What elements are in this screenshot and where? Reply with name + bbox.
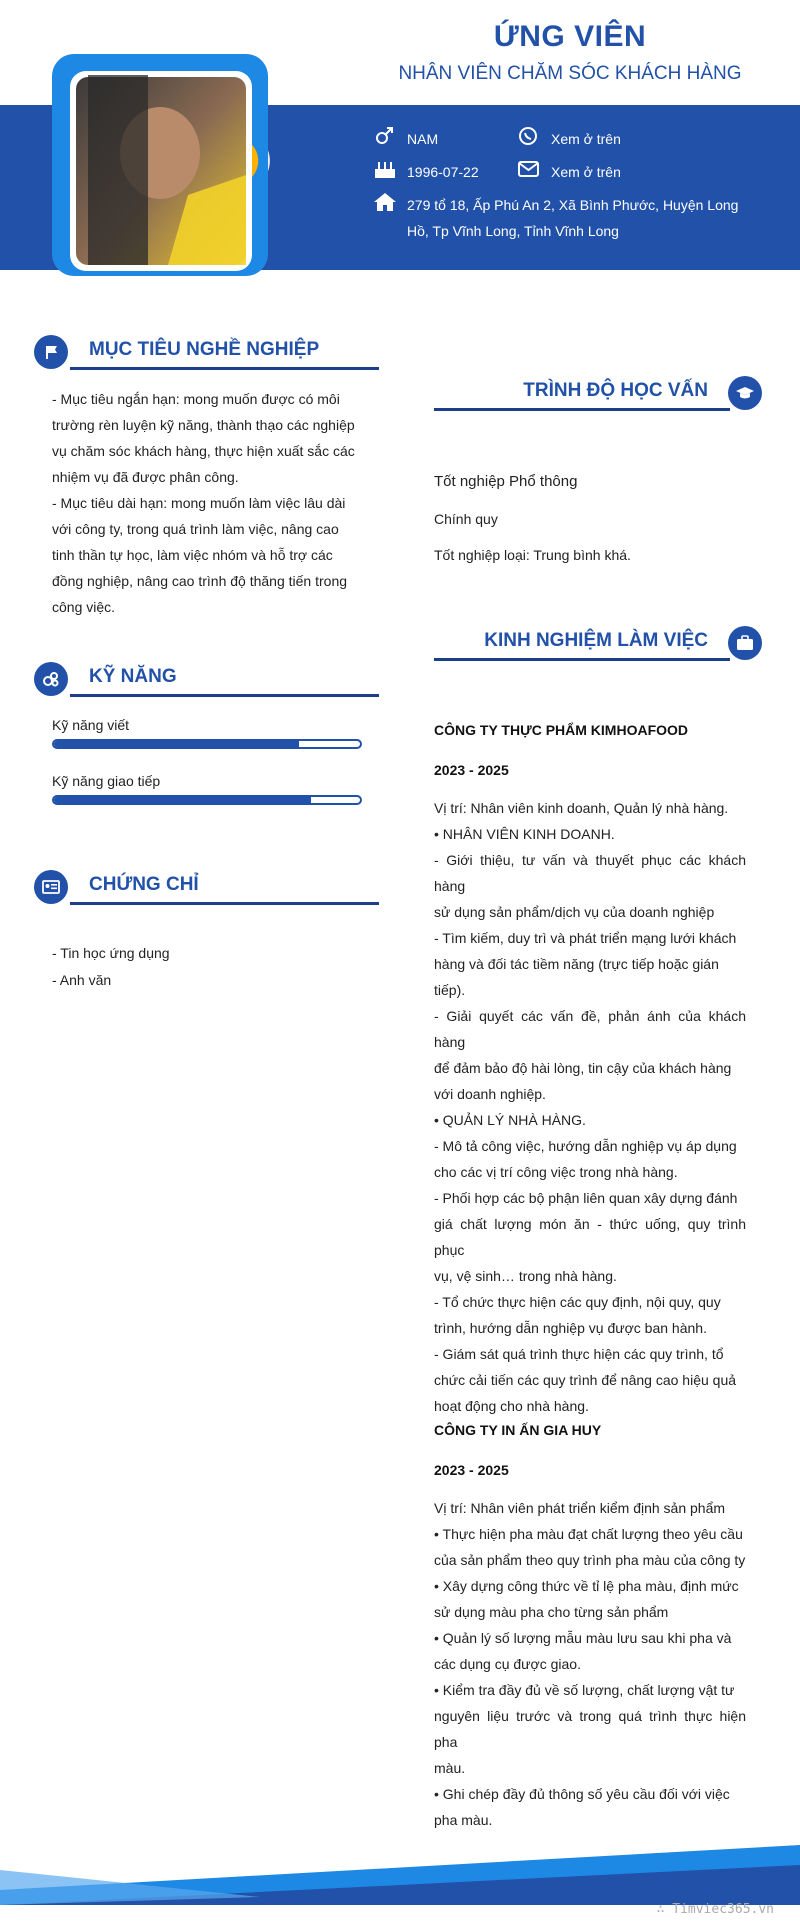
job-line: vụ, vệ sinh… trong nhà hàng.: [434, 1268, 617, 1284]
address-line-1: 279 tổ 18, Ấp Phú An 2, Xã Bình Phước, Huyện Long: [407, 197, 739, 213]
education-title: TRÌNH ĐỘ HỌC VẤN: [523, 380, 708, 401]
skill-bar-fill: [54, 741, 299, 747]
phone-icon: [517, 126, 541, 146]
job-line: pha màu.: [434, 1812, 493, 1828]
education-grade: Tốt nghiệp loại: Trung bình khá.: [434, 547, 631, 563]
skills-cogs-icon: [34, 662, 68, 696]
flag-icon: [34, 335, 68, 369]
job-line: sử dụng màu pha cho từng sản phẩm: [434, 1604, 669, 1620]
home-icon: [373, 192, 397, 212]
skill-item: [52, 717, 362, 749]
contact-birthday: [373, 159, 479, 185]
skill-bar: [52, 795, 362, 805]
objective-line: - Mục tiêu ngắn hạn: mong muốn được có môi: [52, 391, 340, 407]
graduation-cap-icon: [728, 376, 762, 410]
job-line: - Giải quyết các vấn đề, phản ánh của khách hàng: [434, 1008, 746, 1050]
briefcase-icon: [728, 626, 762, 660]
certificate-card-icon: [34, 870, 68, 904]
birthday-cake-icon: [373, 159, 397, 179]
skills-underline: [70, 694, 379, 697]
experience-title: KINH NGHIỆM LÀM VIỆC: [484, 630, 708, 651]
job-line: của sản phẩm theo quy trình pha màu của công ty: [434, 1552, 746, 1568]
job-line: sử dụng sản phẩm/dịch vụ của doanh nghiệp: [434, 904, 715, 920]
birthday-value: 1996-07-22: [407, 164, 479, 180]
email-icon: [517, 159, 541, 179]
job-line: - Tổ chức thực hiện các quy định, nội quy, quy: [434, 1294, 721, 1310]
objective-line: tinh thần tự học, làm việc nhóm và hỗ trợ các: [52, 547, 333, 563]
job-line: màu.: [434, 1760, 466, 1776]
objective-line: với công ty, trong quá trình làm việc, nâng cao: [52, 521, 339, 537]
objective-line: nhiệm vụ đã được phân công.: [52, 469, 239, 485]
job-line: - Giám sát quá trình thực hiện các quy trình, tổ: [434, 1346, 724, 1362]
education-type: Chính quy: [434, 511, 498, 527]
job-line: giá chất lượng món ăn - thức uống, quy trình phục: [434, 1216, 746, 1258]
job-line: cho các vị trí công việc trong nhà hàng.: [434, 1164, 678, 1180]
job-line: • QUẢN LÝ NHÀ HÀNG.: [434, 1112, 586, 1128]
gender-value: NAM: [407, 131, 439, 147]
address-line-2: Hồ, Tp Vĩnh Long, Tỉnh Vĩnh Long: [407, 223, 619, 239]
job-line: • Thực hiện pha màu đạt chất lượng theo yêu cầu: [434, 1526, 743, 1542]
job-line: hàng và đối tác tiềm năng (trực tiếp hoặc gián: [434, 956, 719, 972]
objective-section-title: [34, 335, 379, 375]
objective-line: - Mục tiêu dài hạn: mong muốn làm việc lâu dài: [52, 495, 346, 511]
job-line: Vị trí: Nhân viên phát triển kiểm định sản phẩm: [434, 1500, 726, 1516]
avatar-frame: [28, 25, 293, 315]
skill-bar: [52, 739, 362, 749]
watermark: ∴ Timviec365.vn: [656, 1902, 774, 1917]
candidate-position: NHÂN VIÊN CHĂM SÓC KHÁCH HÀNG: [398, 63, 742, 84]
job-line: - Phối hợp các bộ phận liên quan xây dựng đánh: [434, 1190, 738, 1206]
job-line: • Quản lý số lượng mẫu màu lưu sau khi pha và: [434, 1630, 732, 1646]
objective-line: đồng nghiệp, nâng cao trình độ thăng tiến trong: [52, 573, 348, 589]
job-line: các dụng cụ được giao.: [434, 1656, 581, 1672]
job-company: CÔNG TY THỰC PHẨM KIMHOAFOOD: [434, 722, 689, 738]
job-description: [434, 795, 746, 1419]
experience-section-title: [434, 626, 762, 666]
objective-line: vụ chăm sóc khách hàng, thực hiện xuất sắc các: [52, 443, 355, 459]
skill-bar-fill: [54, 797, 311, 803]
skill-name: Kỹ năng giao tiếp: [52, 773, 161, 789]
job-line: • Xây dựng công thức về tỉ lệ pha màu, định mức: [434, 1578, 739, 1594]
skill-name: Kỹ năng viết: [52, 717, 130, 733]
job-line: - Tìm kiếm, duy trì và phát triển mạng lưới khách: [434, 930, 737, 946]
phone-value: Xem ở trên: [551, 131, 621, 147]
contact-gender: [373, 126, 438, 152]
job-line: Vị trí: Nhân viên kinh doanh, Quản lý nhà hàng.: [434, 800, 729, 816]
gender-icon: [373, 126, 397, 146]
job-line: để đảm bảo độ hài lòng, tin cậy của khách hàng: [434, 1060, 732, 1076]
job-line: hoạt động cho nhà hàng.: [434, 1398, 589, 1414]
job-line: • Ghi chép đầy đủ thông số yêu cầu đối với việc: [434, 1786, 730, 1802]
skills-title: KỸ NĂNG: [89, 666, 177, 687]
skill-item: [52, 773, 362, 805]
contact-address: [373, 192, 773, 244]
job-description: [434, 1495, 746, 1833]
job-line: - Mô tả công việc, hướng dẫn nghiệp vụ áp dụng: [434, 1138, 737, 1154]
contact-phone: [517, 126, 621, 152]
job-line: - Giới thiệu, tư vấn và thuyết phục các khách hàng: [434, 852, 746, 894]
candidate-name: ỨNG VIÊN: [493, 20, 647, 53]
footer-decoration: [0, 1835, 800, 1905]
job-period: 2023 - 2025: [434, 762, 509, 778]
certificate-item: - Tin học ứng dụng: [52, 945, 170, 961]
job-line: chức cải tiến các quy trình để nâng cao hiệu quả: [434, 1372, 737, 1388]
job-line: tiếp).: [434, 982, 466, 998]
certificates-section-title: [34, 870, 379, 910]
job-line: trình, hướng dẫn nghiệp vụ được ban hành.: [434, 1320, 707, 1336]
certificates-list: [52, 940, 170, 994]
job-line: • NHÂN VIÊN KINH DOANH.: [434, 826, 615, 842]
contact-email: [517, 159, 621, 185]
email-value: Xem ở trên: [551, 164, 621, 180]
certificates-underline: [70, 902, 379, 905]
objective-underline: [70, 367, 379, 370]
education-underline: [434, 408, 730, 411]
certificate-item: - Anh văn: [52, 972, 112, 988]
job-line: với doanh nghiệp.: [434, 1086, 546, 1102]
objective-title: MỤC TIÊU NGHỀ NGHIỆP: [89, 339, 320, 360]
certificates-title: CHỨNG CHỈ: [89, 874, 199, 895]
education-degree: Tốt nghiệp Phổ thông: [434, 473, 578, 490]
job-line: nguyên liệu trước và trong quá trình thực hiện pha: [434, 1708, 746, 1750]
job-line: • Kiểm tra đầy đủ về số lượng, chất lượng vật tư: [434, 1682, 735, 1698]
experience-underline: [434, 658, 730, 661]
objective-text: [52, 386, 361, 620]
job-period: 2023 - 2025: [434, 1462, 509, 1478]
watermark-text: Timviec365.vn: [672, 1902, 774, 1917]
objective-line: công việc.: [52, 599, 116, 615]
skills-section-title: [34, 662, 379, 702]
education-section-title: [434, 376, 762, 416]
objective-line: trường rèn luyện kỹ năng, thành thạo các nghiệp: [52, 417, 355, 433]
job-company: CÔNG TY IN ẤN GIA HUY: [434, 1422, 602, 1438]
